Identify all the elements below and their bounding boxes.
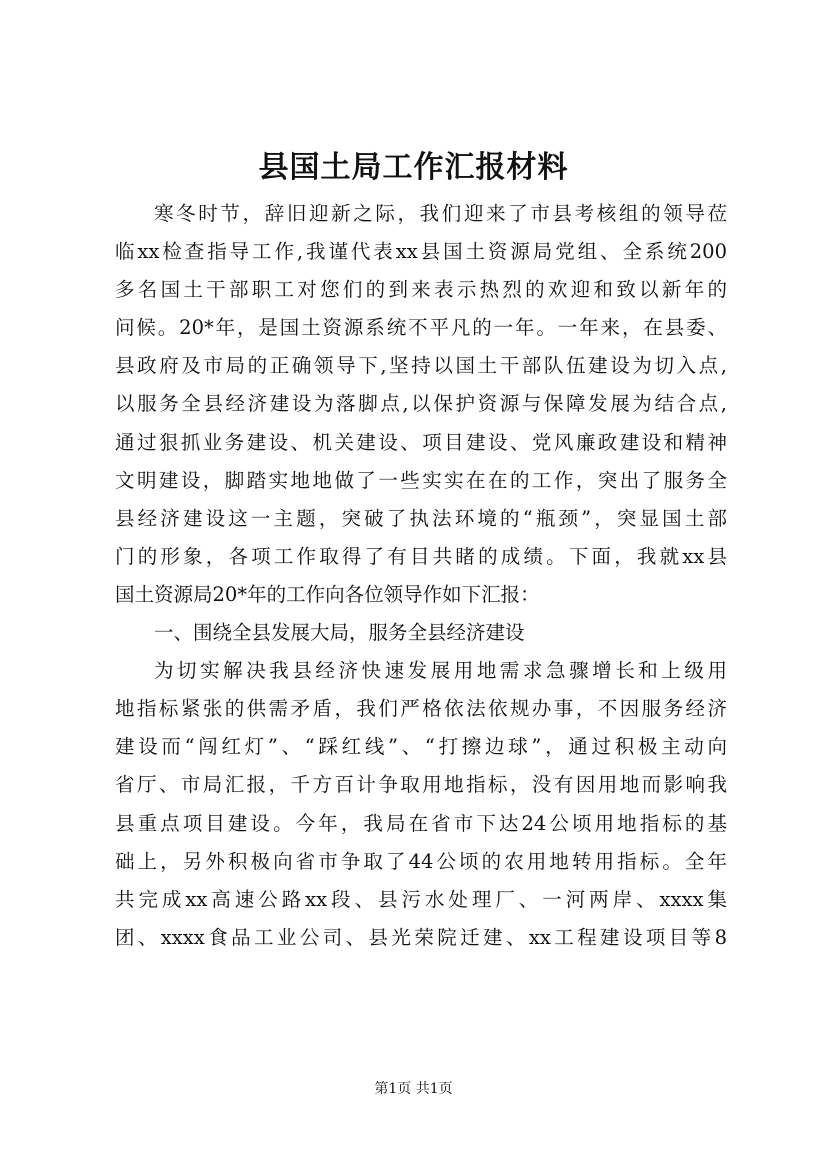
paragraph-line: 为切实解决我县经济快速发展用地需求急骤增长和上级用 [154,659,727,683]
paragraph-line: 门的形象，各项工作取得了有目共睹的成绩。下面，我就xx县 [115,544,727,568]
paragraph-line: 团、xxxx食品工业公司、县光荣院迁建、xx工程建设项目等8 [115,925,727,949]
document-title: 县国土局工作汇报材料 [258,150,569,185]
paragraph-line: 建设而“闯红灯”、“踩红线”、“打擦边球”，通过积极主动向 [115,735,727,759]
section-heading: 一、围绕全县发展大局，服务全县经济建设 [154,621,525,645]
paragraph-line: 础上，另外积极向省市争取了44公顷的农用地转用指标。全年 [115,849,727,873]
paragraph-line: 县政府及市局的正确领导下,坚持以国土干部队伍建设为切入点, [115,354,727,378]
paragraph-line: 多名国土干部职工对您们的到来表示热烈的欢迎和致以新年的 [115,278,727,302]
paragraph-line: 通过狠抓业务建设、机关建设、项目建设、党风廉政建设和精神 [115,430,727,454]
paragraph-line: 文明建设，脚踏实地地做了一些实实在在的工作，突出了服务全 [115,468,727,492]
paragraph-line: 临xx检查指导工作,我谨代表xx县国土资源局党组、全系统200 [115,240,727,264]
paragraph-line: 国土资源局20*年的工作向各位领导作如下汇报： [115,582,540,606]
paragraph-line: 县经济建设这一主题，突破了执法环境的“瓶颈”，突显国土部 [115,506,727,530]
paragraph-line: 以服务全县经济建设为落脚点,以保护资源与保障发展为结合点, [115,392,727,416]
paragraph-line: 共完成xx高速公路xx段、县污水处理厂、一河两岸、xxxx集 [115,887,727,911]
paragraph-line: 省厅、市局汇报，千方百计争取用地指标，没有因用地而影响我 [115,773,727,797]
document-body [115,195,727,957]
paragraph-line: 问候。20*年，是国土资源系统不平凡的一年。一年来，在县委、 [115,316,727,340]
paragraph-line: 地指标紧张的供需矛盾，我们严格依法依规办事，不因服务经济 [115,697,727,721]
paragraph-line: 县重点项目建设。今年，我局在省市下达24公顷用地指标的基 [115,811,727,835]
paragraph-line: 寒冬时节，辞旧迎新之际，我们迎来了市县考核组的领导莅 [154,202,727,225]
page-footer: 第1页 共1页 [374,1081,453,1097]
